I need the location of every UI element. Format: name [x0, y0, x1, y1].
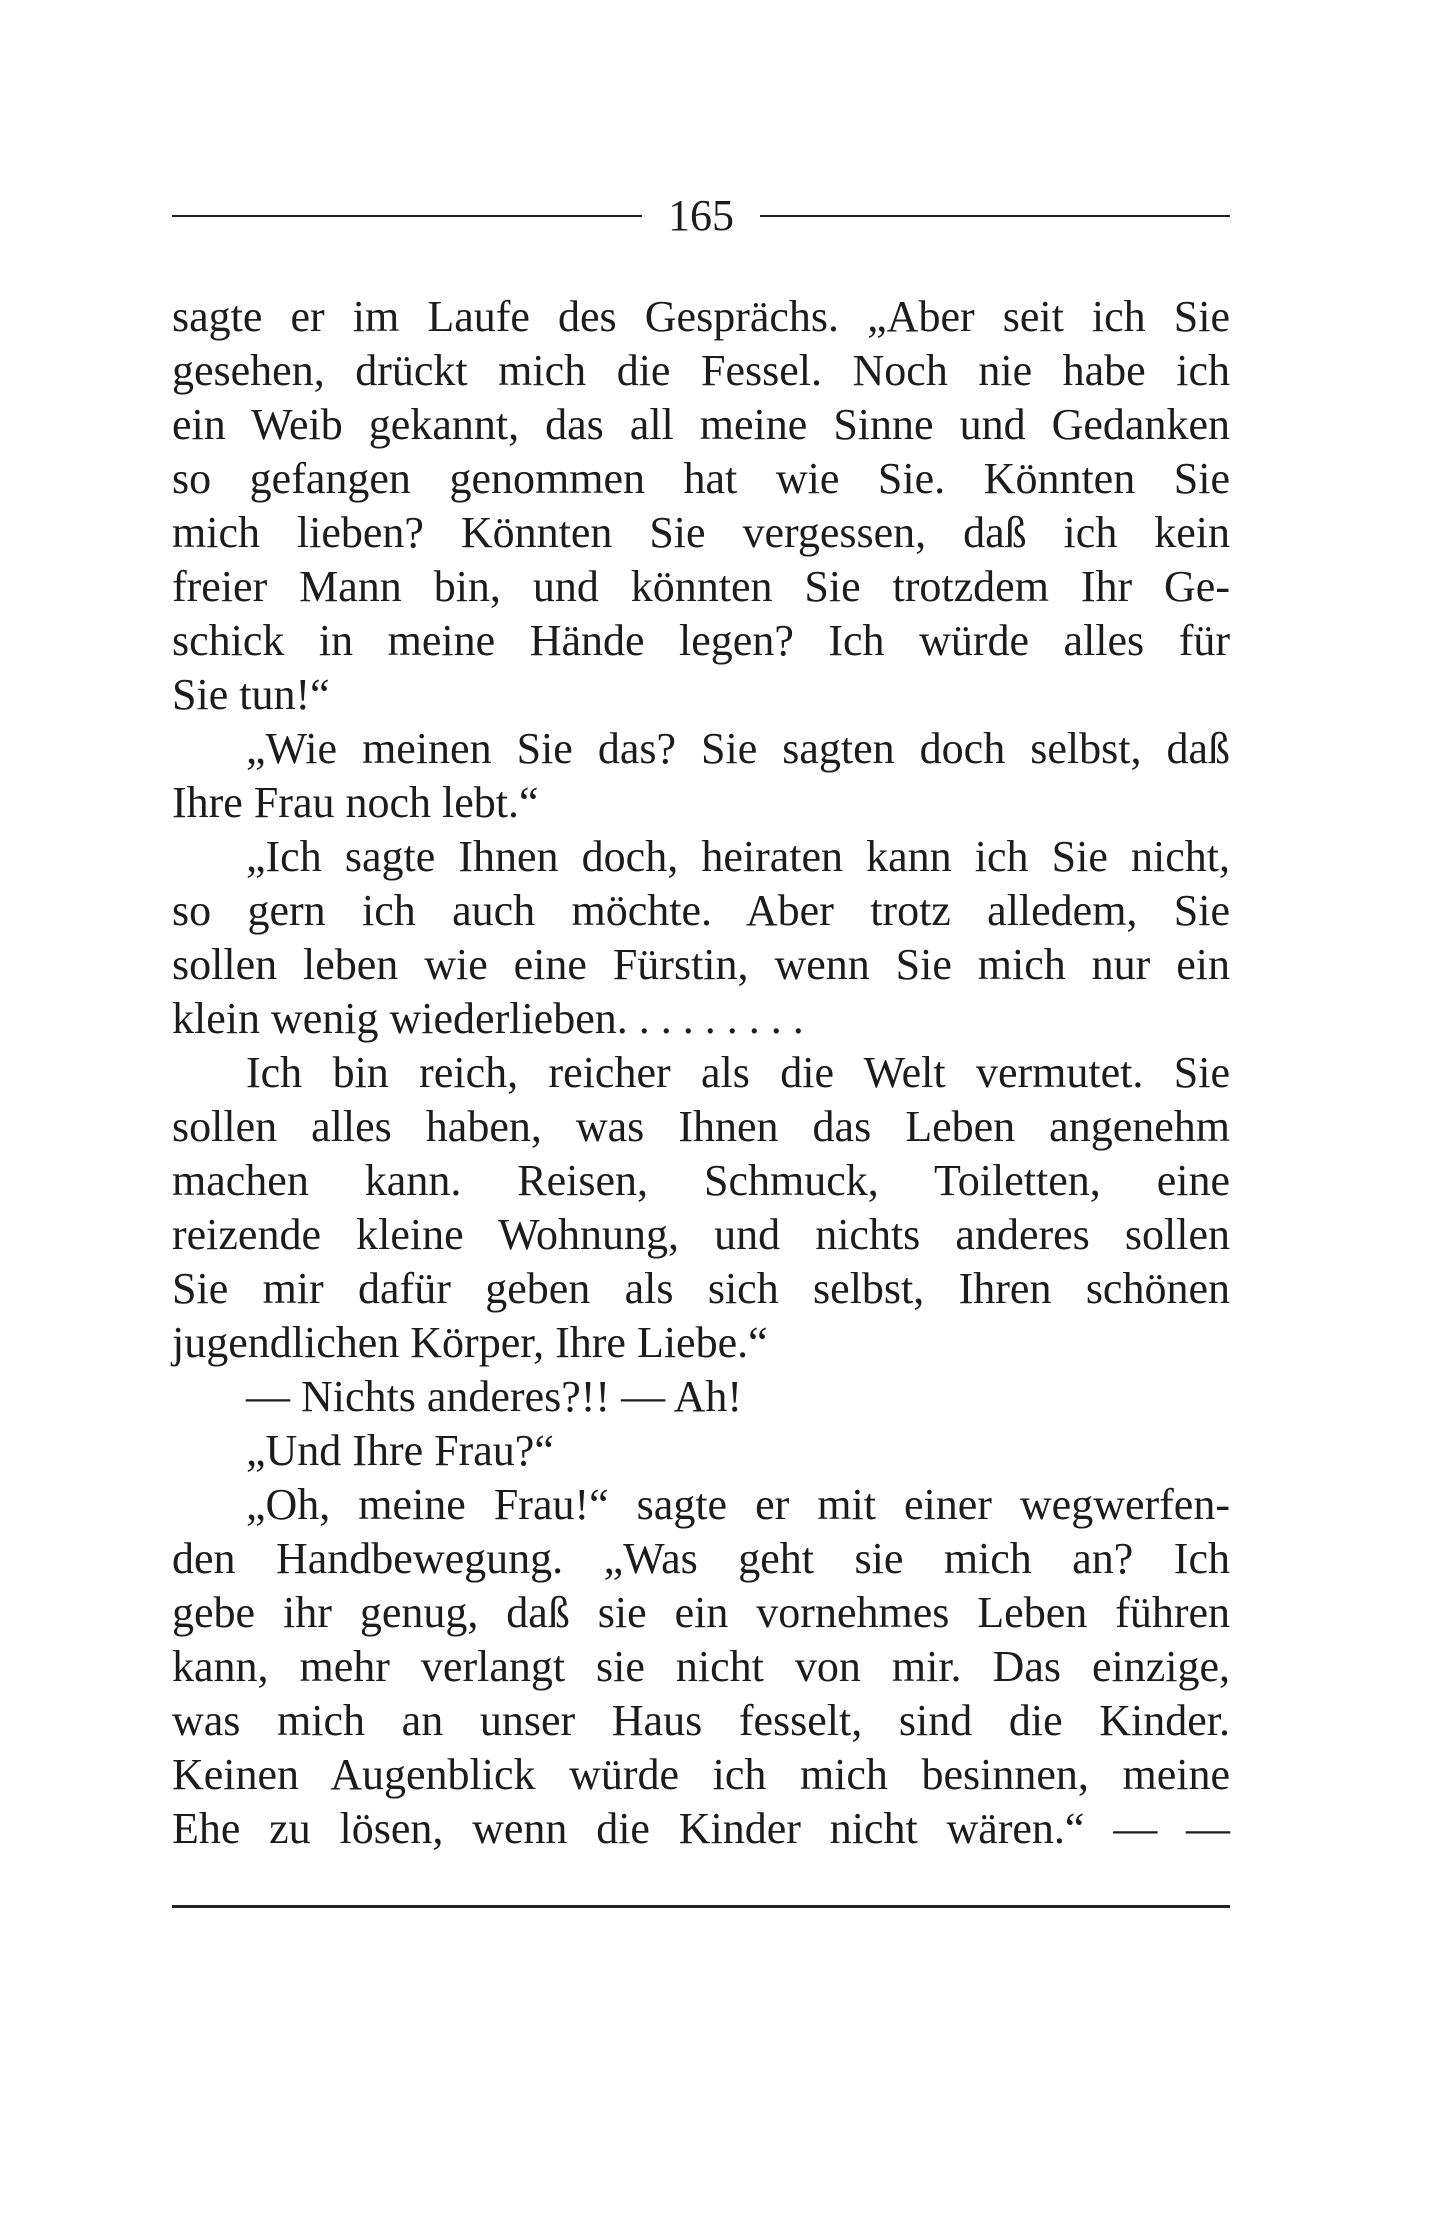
- text-line: Ehe zu lösen, wenn die Kinder nicht wären.“ — —: [172, 1804, 1230, 1853]
- text-line: mich lieben? Könnten Sie vergessen, daß ich kein: [172, 508, 1230, 557]
- header-rule-left: [172, 215, 642, 217]
- text-line: den Handbewegung. „Was geht sie mich an? Ich: [172, 1534, 1230, 1583]
- text-line: „Und Ihre Frau?“: [246, 1426, 554, 1475]
- text-line: so gefangen genommen hat wie Sie. Könnten Sie: [172, 454, 1230, 503]
- text-line: jugendlichen Körper, Ihre Liebe.“: [172, 1318, 768, 1367]
- page-number: 165: [668, 191, 734, 240]
- text-line: gebe ihr genug, daß sie ein vornehmes Leben führen: [172, 1588, 1230, 1637]
- text-line: Sie mir dafür geben als sich selbst, Ihren schönen: [172, 1264, 1230, 1313]
- text-line: sollen alles haben, was Ihnen das Leben angenehm: [172, 1102, 1230, 1151]
- text-line: kann, mehr verlangt sie nicht von mir. Das einzige,: [172, 1642, 1230, 1691]
- text-line: „Oh, meine Frau!“ sagte er mit einer wegwerfen-: [246, 1480, 1230, 1529]
- text-line: machen kann. Reisen, Schmuck, Toiletten, eine: [172, 1156, 1230, 1205]
- text-line: — Nichts anderes?!! — Ah!: [246, 1372, 743, 1421]
- text-line: reizende kleine Wohnung, und nichts anderes sollen: [172, 1210, 1230, 1259]
- text-line: sollen leben wie eine Fürstin, wenn Sie mich nur ein: [172, 940, 1230, 989]
- page-header: [172, 186, 1230, 246]
- text-line: Keinen Augenblick würde ich mich besinnen, meine: [172, 1750, 1230, 1799]
- text-line: sagte er im Laufe des Gesprächs. „Aber seit ich Sie: [172, 292, 1230, 341]
- text-line: klein wenig wiederlieben. . . . . . . . .: [172, 994, 804, 1043]
- text-line: freier Mann bin, und könnten Sie trotzdem Ihr Ge-: [172, 562, 1230, 611]
- header-rule-right: [760, 215, 1230, 217]
- footer-rule: [172, 1905, 1230, 1908]
- text-line: schick in meine Hände legen? Ich würde alles für: [172, 616, 1230, 665]
- text-line: „Wie meinen Sie das? Sie sagten doch selbst, daß: [246, 724, 1230, 773]
- text-line: Sie tun!“: [172, 670, 330, 719]
- text-line: Ihre Frau noch lebt.“: [172, 778, 539, 827]
- body-text: [172, 290, 1230, 1856]
- text-line: so gern ich auch möchte. Aber trotz alledem, Sie: [172, 886, 1230, 935]
- text-line: ein Weib gekannt, das all meine Sinne und Gedanken: [172, 400, 1230, 449]
- text-line: was mich an unser Haus fesselt, sind die Kinder.: [172, 1696, 1230, 1745]
- text-line: „Ich sagte Ihnen doch, heiraten kann ich Sie nicht,: [246, 832, 1230, 881]
- text-line: Ich bin reich, reicher als die Welt vermutet. Sie: [246, 1048, 1230, 1097]
- text-line: gesehen, drückt mich die Fessel. Noch nie habe ich: [172, 346, 1230, 395]
